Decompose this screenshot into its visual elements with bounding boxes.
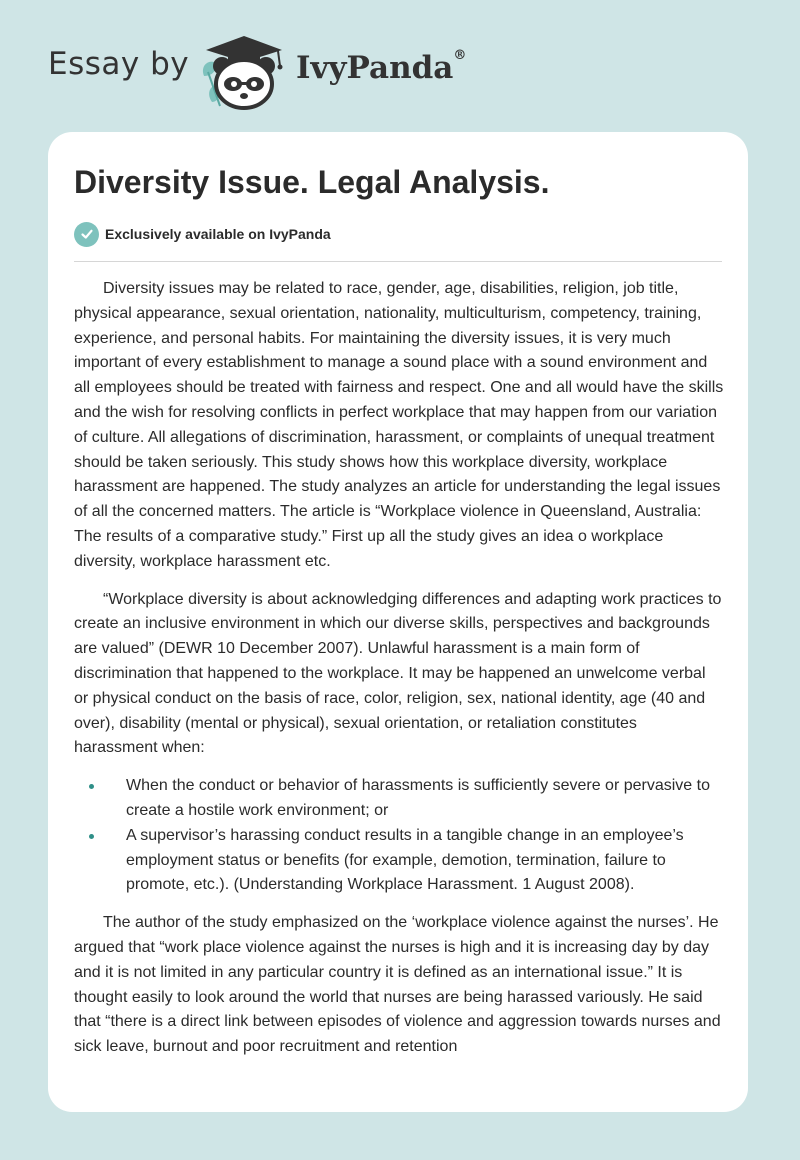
list-item xyxy=(74,774,724,824)
list-item-text: A supervisor’s harassing conduct results in a tangible change in an employee’s employment status or benefits (for example, demotion, termination, failure to promote, etc.). (Understanding Workplace Harassment. 1 August 2008). xyxy=(126,826,684,894)
trademark-mark: ® xyxy=(453,48,467,63)
essay-by-label: Essay by xyxy=(48,46,190,82)
page-title: Diversity Issue. Legal Analysis. xyxy=(74,164,550,200)
exclusive-badge xyxy=(74,221,331,247)
exclusive-label: Exclusively available on IvyPanda xyxy=(105,226,331,242)
brand-name-text: IvyPanda xyxy=(296,50,454,86)
divider xyxy=(74,261,722,262)
list-item-text: When the conduct or behavior of harassments is sufficiently severe or pervasive to create a hostile work environment; or xyxy=(126,777,710,819)
list-item xyxy=(74,824,724,898)
site-header xyxy=(0,0,800,130)
bullet-list xyxy=(74,774,724,898)
bullet-dot-icon xyxy=(89,784,94,789)
brand-name[interactable] xyxy=(296,50,466,86)
paragraph-2: “Workplace diversity is about acknowledging differences and adapting work practices to create an inclusive environment in which our diverse skills, perspectives and backgrounds are valued” (DEWR 10 December 2007). Unlawful harassment is a main form of discrimination that happened to the workplace. It may be happened an unwelcome verbal or physical conduct on the basis of race, color, religion, sex, national identity, age (40 and over), disability (mental or physical), sexual orientation, or retaliation constitutes harassment when: xyxy=(74,590,722,757)
bullet-dot-icon xyxy=(89,834,94,839)
paragraph-1: Diversity issues may be related to race, gender, age, disabilities, religion, job title, physical appearance, sexual orientation, nationality, multiculturism, competency, training, experience, and personal habits. For maintaining the diversity issues, it is very much important of every establishment to manage a sound place with a sound environment and all employees should be treated with fairness and respect. One and all would have the skills and the wish for resolving conflicts in perfect workplace that may happen from our variation of culture. All allegations of discrimination, harassment, or complaints of unequal treatment should be taken seriously. This study shows how this workplace diversity, workplace harassment are happened. The study analyzes an article for understanding the legal issues of all the concerned matters. The article is “Workplace violence in Queensland, Australia: The results of a comparative study.” First up all the study gives an idea o workplace diversity, workplace harassment etc. xyxy=(74,280,724,570)
paragraph-3: The author of the study emphasized on the ‘workplace violence against the nurses’. He argued that “work place violence against the nurses is high and it is increasing day by day and it is not limited in any particular country it is defined as an international issue.” It is thought easily to look around the world that nurses are being harassed variously. He said that “there is a direct link between episodes of violence and aggression towards nurses and sick leave, burnout and poor recruitment and retention xyxy=(74,914,721,1056)
essay-body xyxy=(74,277,724,1073)
check-badge-icon xyxy=(74,222,99,247)
panda-graduate-logo-icon[interactable] xyxy=(198,32,290,112)
essay-card xyxy=(48,132,748,1112)
